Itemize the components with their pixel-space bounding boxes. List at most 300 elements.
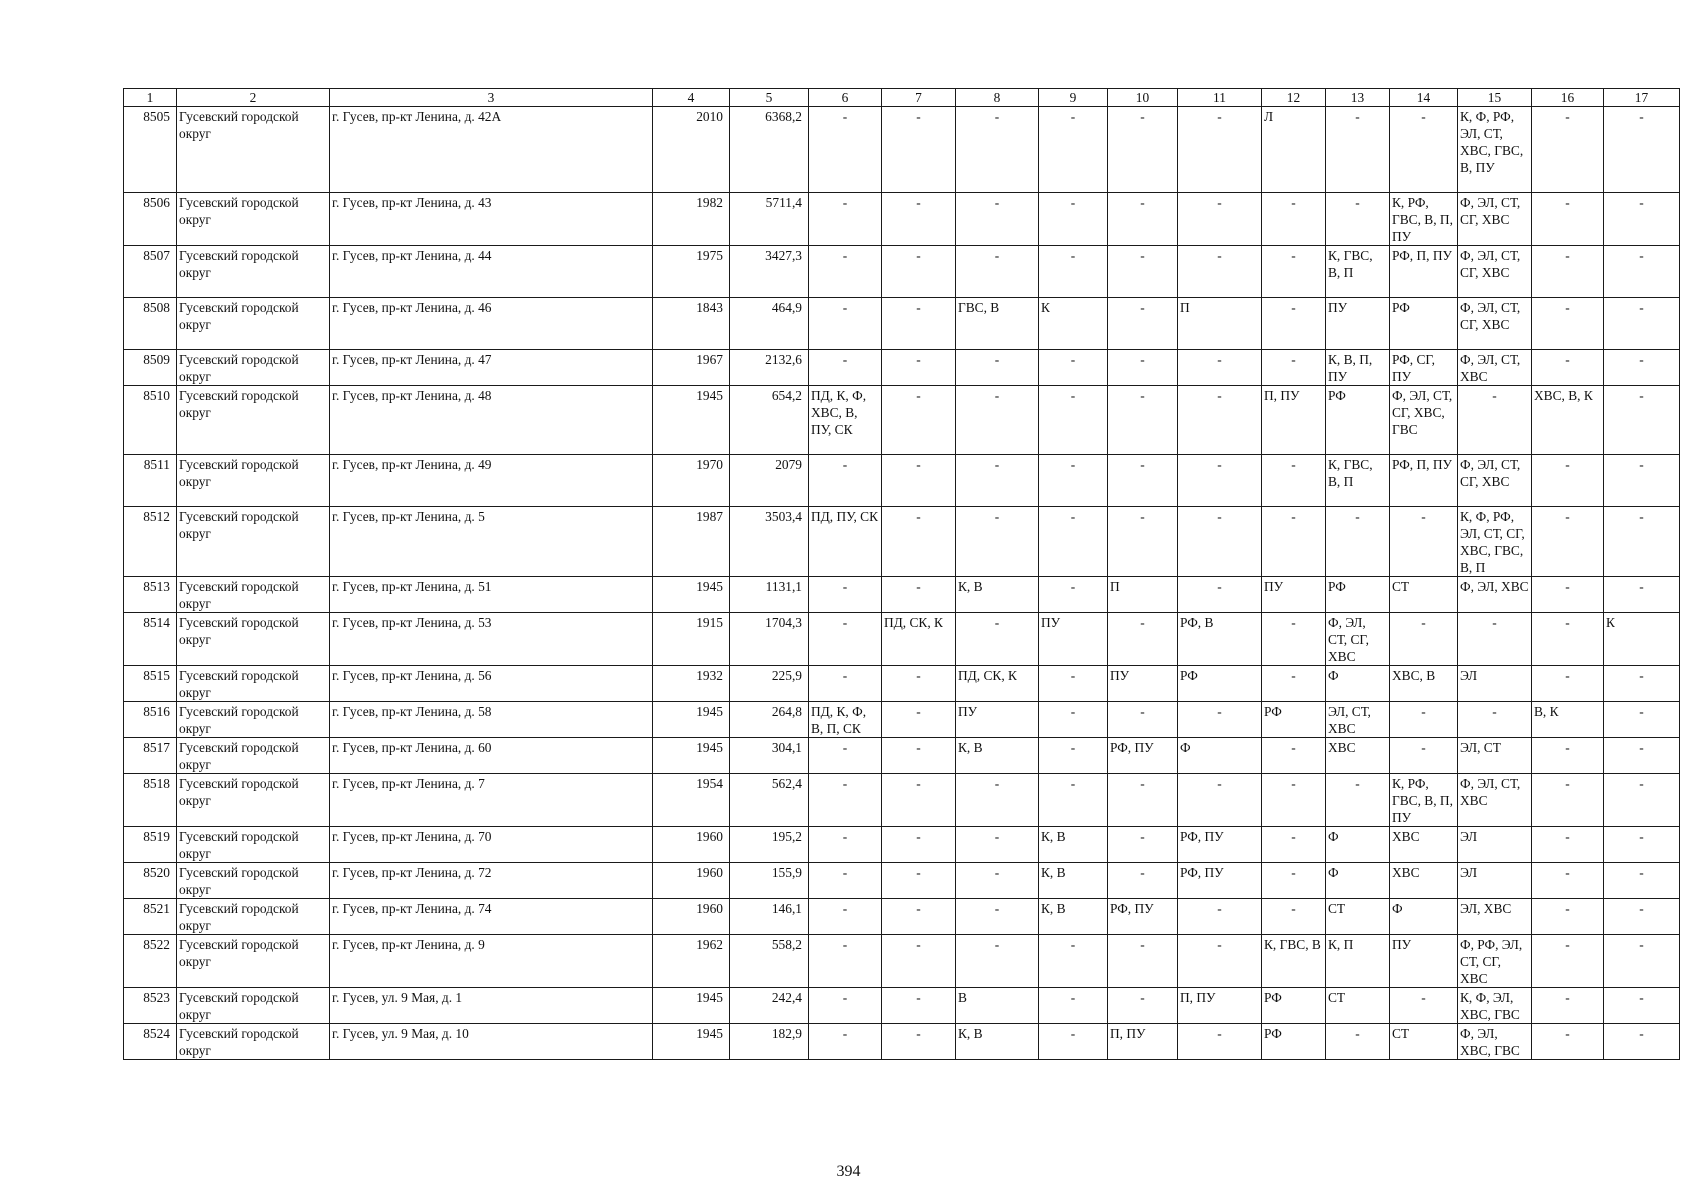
header-cell-10: 10 — [1108, 89, 1178, 107]
table-row — [124, 738, 1680, 774]
header-cell-15: 15 — [1458, 89, 1532, 107]
cell-col-8: В — [956, 988, 1039, 1024]
cell-col-6: - — [809, 577, 882, 613]
cell-col-15: Ф, ЭЛ, ХВС, ГВС — [1458, 1024, 1532, 1060]
cell-col-7: - — [882, 507, 956, 577]
cell-col-8: - — [956, 193, 1039, 246]
cell-col-9: - — [1039, 577, 1108, 613]
cell-col-13: К, П — [1326, 935, 1390, 988]
cell-col-3: г. Гусев, пр-кт Ленина, д. 44 — [330, 246, 653, 298]
cell-col-12: - — [1262, 613, 1326, 666]
cell-col-8: К, В — [956, 738, 1039, 774]
cell-col-2: Гусевский городской округ — [177, 246, 330, 298]
cell-col-11: - — [1178, 246, 1262, 298]
cell-col-16: - — [1532, 666, 1604, 702]
cell-col-4: 1945 — [653, 577, 730, 613]
cell-col-8: ПУ — [956, 702, 1039, 738]
cell-col-3: г. Гусев, пр-кт Ленина, д. 9 — [330, 935, 653, 988]
cell-col-14: - — [1390, 738, 1458, 774]
cell-col-15: ЭЛ, СТ — [1458, 738, 1532, 774]
table-row — [124, 386, 1680, 455]
cell-col-12: РФ — [1262, 988, 1326, 1024]
cell-col-3: г. Гусев, пр-кт Ленина, д. 46 — [330, 298, 653, 350]
cell-col-10: - — [1108, 774, 1178, 827]
header-cell-9: 9 — [1039, 89, 1108, 107]
cell-col-11: - — [1178, 577, 1262, 613]
cell-col-2: Гусевский городской округ — [177, 577, 330, 613]
cell-col-9: - — [1039, 988, 1108, 1024]
cell-col-15: Ф, ЭЛ, СТ, ХВС — [1458, 350, 1532, 386]
cell-col-15: ЭЛ — [1458, 863, 1532, 899]
header-cell-1: 1 — [124, 89, 177, 107]
cell-col-17: - — [1604, 350, 1680, 386]
cell-col-5: 2132,6 — [730, 350, 809, 386]
cell-col-2: Гусевский городской округ — [177, 613, 330, 666]
cell-col-17: - — [1604, 246, 1680, 298]
header-cell-12: 12 — [1262, 89, 1326, 107]
cell-col-6: - — [809, 863, 882, 899]
cell-col-16: - — [1532, 455, 1604, 507]
cell-col-12: - — [1262, 298, 1326, 350]
cell-col-12: Л — [1262, 107, 1326, 193]
cell-col-2: Гусевский городской округ — [177, 1024, 330, 1060]
cell-col-7: - — [882, 899, 956, 935]
cell-col-12: - — [1262, 666, 1326, 702]
cell-col-14: РФ, П, ПУ — [1390, 455, 1458, 507]
cell-col-3: г. Гусев, пр-кт Ленина, д. 60 — [330, 738, 653, 774]
cell-col-10: - — [1108, 350, 1178, 386]
cell-col-11: Ф — [1178, 738, 1262, 774]
cell-col-17: - — [1604, 988, 1680, 1024]
cell-col-3: г. Гусев, пр-кт Ленина, д. 49 — [330, 455, 653, 507]
cell-col-1: 8505 — [124, 107, 177, 193]
cell-col-11: - — [1178, 455, 1262, 507]
cell-col-2: Гусевский городской округ — [177, 988, 330, 1024]
cell-col-17: - — [1604, 455, 1680, 507]
cell-col-9: - — [1039, 702, 1108, 738]
cell-col-6: - — [809, 935, 882, 988]
cell-col-16: - — [1532, 613, 1604, 666]
cell-col-13: - — [1326, 193, 1390, 246]
header-cell-5: 5 — [730, 89, 809, 107]
cell-col-17: - — [1604, 935, 1680, 988]
cell-col-2: Гусевский городской округ — [177, 935, 330, 988]
cell-col-10: - — [1108, 613, 1178, 666]
cell-col-4: 1967 — [653, 350, 730, 386]
cell-col-14: ХВС — [1390, 863, 1458, 899]
cell-col-2: Гусевский городской округ — [177, 666, 330, 702]
cell-col-15: К, Ф, РФ, ЭЛ, СТ, СГ, ХВС, ГВС, В, П — [1458, 507, 1532, 577]
cell-col-1: 8522 — [124, 935, 177, 988]
cell-col-1: 8513 — [124, 577, 177, 613]
cell-col-5: 3503,4 — [730, 507, 809, 577]
cell-col-14: РФ, П, ПУ — [1390, 246, 1458, 298]
cell-col-3: г. Гусев, пр-кт Ленина, д. 74 — [330, 899, 653, 935]
cell-col-13: К, ГВС, В, П — [1326, 455, 1390, 507]
cell-col-8: - — [956, 899, 1039, 935]
cell-col-13: СТ — [1326, 899, 1390, 935]
cell-col-15: ЭЛ — [1458, 827, 1532, 863]
cell-col-2: Гусевский городской округ — [177, 507, 330, 577]
cell-col-5: 558,2 — [730, 935, 809, 988]
cell-col-14: Ф — [1390, 899, 1458, 935]
cell-col-13: РФ — [1326, 386, 1390, 455]
header-row — [124, 89, 1680, 107]
header-cell-2: 2 — [177, 89, 330, 107]
cell-col-3: г. Гусев, пр-кт Ленина, д. 42А — [330, 107, 653, 193]
cell-col-9: - — [1039, 507, 1108, 577]
header-cell-3: 3 — [330, 89, 653, 107]
cell-col-14: РФ, СГ, ПУ — [1390, 350, 1458, 386]
cell-col-17: - — [1604, 577, 1680, 613]
cell-col-7: ПД, СК, К — [882, 613, 956, 666]
cell-col-3: г. Гусев, пр-кт Ленина, д. 47 — [330, 350, 653, 386]
cell-col-9: К, В — [1039, 899, 1108, 935]
cell-col-13: ЭЛ, СТ, ХВС — [1326, 702, 1390, 738]
cell-col-14: - — [1390, 613, 1458, 666]
cell-col-7: - — [882, 738, 956, 774]
cell-col-3: г. Гусев, пр-кт Ленина, д. 56 — [330, 666, 653, 702]
cell-col-17: - — [1604, 863, 1680, 899]
cell-col-4: 1975 — [653, 246, 730, 298]
cell-col-12: - — [1262, 899, 1326, 935]
table-row — [124, 827, 1680, 863]
cell-col-1: 8512 — [124, 507, 177, 577]
cell-col-10: ПУ — [1108, 666, 1178, 702]
cell-col-8: - — [956, 246, 1039, 298]
cell-col-17: К — [1604, 613, 1680, 666]
cell-col-16: - — [1532, 774, 1604, 827]
cell-col-8: - — [956, 827, 1039, 863]
cell-col-7: - — [882, 988, 956, 1024]
cell-col-17: - — [1604, 738, 1680, 774]
cell-col-10: РФ, ПУ — [1108, 738, 1178, 774]
cell-col-16: - — [1532, 577, 1604, 613]
table-row — [124, 107, 1680, 193]
cell-col-3: г. Гусев, пр-кт Ленина, д. 5 — [330, 507, 653, 577]
cell-col-13: - — [1326, 107, 1390, 193]
table-row — [124, 350, 1680, 386]
cell-col-14: - — [1390, 107, 1458, 193]
cell-col-10: - — [1108, 935, 1178, 988]
cell-col-7: - — [882, 350, 956, 386]
cell-col-11: РФ, В — [1178, 613, 1262, 666]
cell-col-17: - — [1604, 899, 1680, 935]
cell-col-1: 8517 — [124, 738, 177, 774]
cell-col-17: - — [1604, 1024, 1680, 1060]
cell-col-4: 1960 — [653, 899, 730, 935]
cell-col-8: - — [956, 350, 1039, 386]
cell-col-6: - — [809, 1024, 882, 1060]
cell-col-9: - — [1039, 107, 1108, 193]
cell-col-1: 8518 — [124, 774, 177, 827]
cell-col-4: 1945 — [653, 988, 730, 1024]
table-row — [124, 507, 1680, 577]
cell-col-8: - — [956, 455, 1039, 507]
cell-col-10: - — [1108, 193, 1178, 246]
table-row — [124, 863, 1680, 899]
cell-col-6: - — [809, 613, 882, 666]
cell-col-3: г. Гусев, ул. 9 Мая, д. 10 — [330, 1024, 653, 1060]
cell-col-2: Гусевский городской округ — [177, 350, 330, 386]
header-cell-11: 11 — [1178, 89, 1262, 107]
cell-col-17: - — [1604, 666, 1680, 702]
cell-col-2: Гусевский городской округ — [177, 386, 330, 455]
cell-col-8: ПД, СК, К — [956, 666, 1039, 702]
cell-col-17: - — [1604, 774, 1680, 827]
table-row — [124, 577, 1680, 613]
cell-col-9: - — [1039, 246, 1108, 298]
cell-col-9: - — [1039, 738, 1108, 774]
header-cell-4: 4 — [653, 89, 730, 107]
cell-col-16: - — [1532, 193, 1604, 246]
header-cell-6: 6 — [809, 89, 882, 107]
cell-col-5: 146,1 — [730, 899, 809, 935]
cell-col-7: - — [882, 107, 956, 193]
cell-col-6: ПД, К, Ф, ХВС, В, ПУ, СК — [809, 386, 882, 455]
cell-col-16: - — [1532, 107, 1604, 193]
cell-col-15: Ф, ЭЛ, СТ, СГ, ХВС — [1458, 455, 1532, 507]
cell-col-9: - — [1039, 193, 1108, 246]
cell-col-10: - — [1108, 827, 1178, 863]
cell-col-11: - — [1178, 193, 1262, 246]
cell-col-11: РФ, ПУ — [1178, 827, 1262, 863]
cell-col-14: - — [1390, 988, 1458, 1024]
table-row — [124, 298, 1680, 350]
cell-col-10: - — [1108, 863, 1178, 899]
cell-col-11: П, ПУ — [1178, 988, 1262, 1024]
document-table — [123, 88, 1680, 1060]
cell-col-8: - — [956, 774, 1039, 827]
cell-col-7: - — [882, 1024, 956, 1060]
cell-col-14: - — [1390, 507, 1458, 577]
cell-col-15: ЭЛ — [1458, 666, 1532, 702]
cell-col-15: - — [1458, 702, 1532, 738]
cell-col-4: 2010 — [653, 107, 730, 193]
cell-col-11: - — [1178, 350, 1262, 386]
cell-col-10: П — [1108, 577, 1178, 613]
cell-col-9: - — [1039, 666, 1108, 702]
cell-col-4: 1954 — [653, 774, 730, 827]
cell-col-1: 8516 — [124, 702, 177, 738]
cell-col-12: - — [1262, 350, 1326, 386]
cell-col-16: - — [1532, 935, 1604, 988]
cell-col-13: ХВС — [1326, 738, 1390, 774]
cell-col-6: - — [809, 455, 882, 507]
cell-col-6: - — [809, 107, 882, 193]
cell-col-15: Ф, ЭЛ, СТ, ХВС — [1458, 774, 1532, 827]
cell-col-14: К, РФ, ГВС, В, П, ПУ — [1390, 774, 1458, 827]
cell-col-8: К, В — [956, 1024, 1039, 1060]
cell-col-11: - — [1178, 702, 1262, 738]
cell-col-4: 1945 — [653, 702, 730, 738]
cell-col-17: - — [1604, 298, 1680, 350]
table-row — [124, 613, 1680, 666]
cell-col-9: ПУ — [1039, 613, 1108, 666]
cell-col-6: - — [809, 988, 882, 1024]
cell-col-5: 195,2 — [730, 827, 809, 863]
cell-col-17: - — [1604, 386, 1680, 455]
cell-col-14: СТ — [1390, 1024, 1458, 1060]
cell-col-10: - — [1108, 507, 1178, 577]
cell-col-12: - — [1262, 455, 1326, 507]
cell-col-1: 8514 — [124, 613, 177, 666]
cell-col-17: - — [1604, 107, 1680, 193]
cell-col-12: П, ПУ — [1262, 386, 1326, 455]
cell-col-16: - — [1532, 738, 1604, 774]
cell-col-1: 8509 — [124, 350, 177, 386]
cell-col-3: г. Гусев, ул. 9 Мая, д. 1 — [330, 988, 653, 1024]
cell-col-13: К, В, П, ПУ — [1326, 350, 1390, 386]
cell-col-6: - — [809, 193, 882, 246]
cell-col-7: - — [882, 386, 956, 455]
cell-col-17: - — [1604, 507, 1680, 577]
cell-col-15: Ф, РФ, ЭЛ, СТ, СГ, ХВС — [1458, 935, 1532, 988]
cell-col-8: - — [956, 863, 1039, 899]
cell-col-12: ПУ — [1262, 577, 1326, 613]
cell-col-17: - — [1604, 702, 1680, 738]
cell-col-5: 1704,3 — [730, 613, 809, 666]
table-row — [124, 899, 1680, 935]
table-row — [124, 702, 1680, 738]
cell-col-1: 8523 — [124, 988, 177, 1024]
cell-col-10: - — [1108, 107, 1178, 193]
cell-col-8: - — [956, 107, 1039, 193]
cell-col-8: - — [956, 507, 1039, 577]
header-cell-14: 14 — [1390, 89, 1458, 107]
cell-col-1: 8521 — [124, 899, 177, 935]
cell-col-13: Ф, ЭЛ, СТ, СГ, ХВС — [1326, 613, 1390, 666]
cell-col-11: РФ — [1178, 666, 1262, 702]
cell-col-11: П — [1178, 298, 1262, 350]
cell-col-5: 242,4 — [730, 988, 809, 1024]
cell-col-13: - — [1326, 1024, 1390, 1060]
cell-col-3: г. Гусев, пр-кт Ленина, д. 43 — [330, 193, 653, 246]
cell-col-7: - — [882, 193, 956, 246]
cell-col-2: Гусевский городской округ — [177, 899, 330, 935]
cell-col-6: - — [809, 899, 882, 935]
cell-col-13: К, ГВС, В, П — [1326, 246, 1390, 298]
table-row — [124, 988, 1680, 1024]
cell-col-16: - — [1532, 988, 1604, 1024]
cell-col-4: 1932 — [653, 666, 730, 702]
cell-col-5: 1131,1 — [730, 577, 809, 613]
cell-col-13: - — [1326, 507, 1390, 577]
cell-col-15: Ф, ЭЛ, СТ, СГ, ХВС — [1458, 246, 1532, 298]
cell-col-6: - — [809, 246, 882, 298]
cell-col-12: РФ — [1262, 702, 1326, 738]
table-row — [124, 774, 1680, 827]
cell-col-4: 1962 — [653, 935, 730, 988]
cell-col-2: Гусевский городской округ — [177, 193, 330, 246]
cell-col-11: - — [1178, 1024, 1262, 1060]
table-row — [124, 935, 1680, 988]
cell-col-4: 1945 — [653, 386, 730, 455]
cell-col-1: 8520 — [124, 863, 177, 899]
cell-col-12: К, ГВС, В — [1262, 935, 1326, 988]
cell-col-8: - — [956, 935, 1039, 988]
cell-col-4: 1982 — [653, 193, 730, 246]
cell-col-6: - — [809, 738, 882, 774]
cell-col-5: 304,1 — [730, 738, 809, 774]
cell-col-16: В, К — [1532, 702, 1604, 738]
cell-col-6: - — [809, 827, 882, 863]
cell-col-9: - — [1039, 386, 1108, 455]
cell-col-2: Гусевский городской округ — [177, 298, 330, 350]
cell-col-1: 8506 — [124, 193, 177, 246]
cell-col-7: - — [882, 774, 956, 827]
cell-col-11: - — [1178, 774, 1262, 827]
cell-col-16: - — [1532, 298, 1604, 350]
cell-col-10: - — [1108, 988, 1178, 1024]
page-number: 394 — [836, 1163, 861, 1180]
cell-col-13: РФ — [1326, 577, 1390, 613]
cell-col-8: - — [956, 613, 1039, 666]
cell-col-14: - — [1390, 702, 1458, 738]
cell-col-4: 1960 — [653, 863, 730, 899]
cell-col-15: Ф, ЭЛ, ХВС — [1458, 577, 1532, 613]
cell-col-9: К — [1039, 298, 1108, 350]
cell-col-5: 2079 — [730, 455, 809, 507]
table-row — [124, 455, 1680, 507]
cell-col-16: ХВС, В, К — [1532, 386, 1604, 455]
cell-col-2: Гусевский городской округ — [177, 827, 330, 863]
cell-col-3: г. Гусев, пр-кт Ленина, д. 53 — [330, 613, 653, 666]
cell-col-7: - — [882, 298, 956, 350]
cell-col-4: 1843 — [653, 298, 730, 350]
cell-col-4: 1915 — [653, 613, 730, 666]
cell-col-1: 8508 — [124, 298, 177, 350]
cell-col-3: г. Гусев, пр-кт Ленина, д. 48 — [330, 386, 653, 455]
cell-col-15: - — [1458, 386, 1532, 455]
cell-col-2: Гусевский городской округ — [177, 107, 330, 193]
cell-col-5: 654,2 — [730, 386, 809, 455]
table-row — [124, 1024, 1680, 1060]
cell-col-15: К, Ф, РФ, ЭЛ, СТ, ХВС, ГВС, В, ПУ — [1458, 107, 1532, 193]
cell-col-16: - — [1532, 899, 1604, 935]
cell-col-10: П, ПУ — [1108, 1024, 1178, 1060]
cell-col-5: 3427,3 — [730, 246, 809, 298]
cell-col-13: Ф — [1326, 863, 1390, 899]
cell-col-4: 1945 — [653, 738, 730, 774]
table-row — [124, 666, 1680, 702]
table-header — [124, 89, 1680, 107]
cell-col-3: г. Гусев, пр-кт Ленина, д. 72 — [330, 863, 653, 899]
cell-col-13: ПУ — [1326, 298, 1390, 350]
cell-col-17: - — [1604, 193, 1680, 246]
cell-col-16: - — [1532, 350, 1604, 386]
cell-col-2: Гусевский городской округ — [177, 863, 330, 899]
cell-col-2: Гусевский городской округ — [177, 774, 330, 827]
cell-col-4: 1970 — [653, 455, 730, 507]
cell-col-16: - — [1532, 1024, 1604, 1060]
cell-col-10: - — [1108, 246, 1178, 298]
cell-col-11: - — [1178, 107, 1262, 193]
cell-col-4: 1987 — [653, 507, 730, 577]
cell-col-3: г. Гусев, пр-кт Ленина, д. 51 — [330, 577, 653, 613]
cell-col-5: 264,8 — [730, 702, 809, 738]
cell-col-17: - — [1604, 827, 1680, 863]
header-cell-16: 16 — [1532, 89, 1604, 107]
cell-col-3: г. Гусев, пр-кт Ленина, д. 70 — [330, 827, 653, 863]
cell-col-4: 1960 — [653, 827, 730, 863]
cell-col-6: - — [809, 350, 882, 386]
table-row — [124, 193, 1680, 246]
cell-col-14: Ф, ЭЛ, СТ, СГ, ХВС, ГВС — [1390, 386, 1458, 455]
cell-col-10: - — [1108, 702, 1178, 738]
header-cell-13: 13 — [1326, 89, 1390, 107]
cell-col-1: 8511 — [124, 455, 177, 507]
